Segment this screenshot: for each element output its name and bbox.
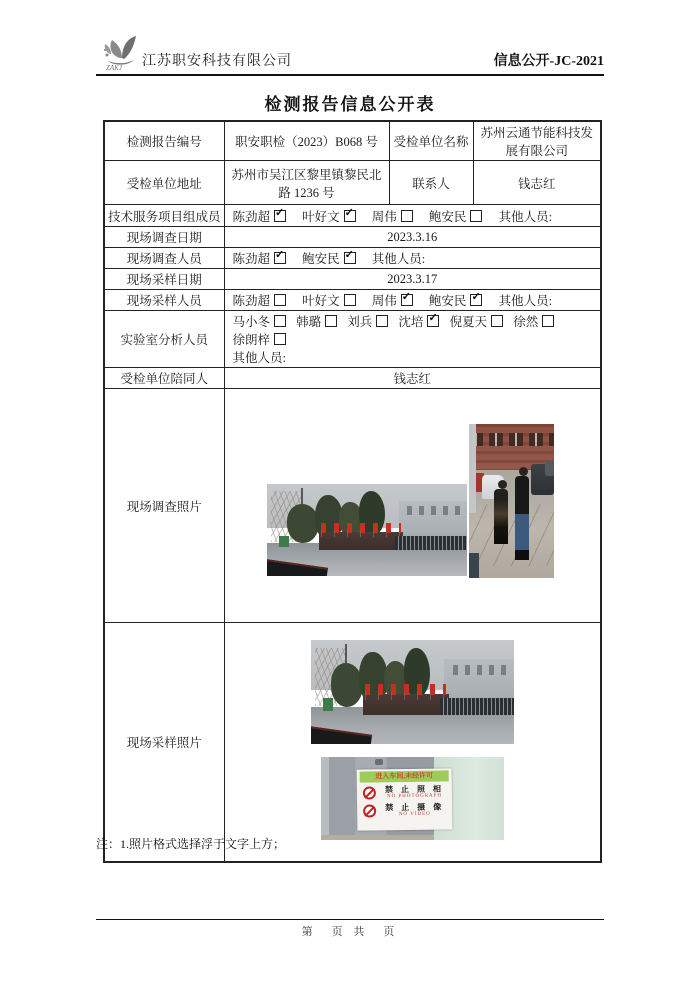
member-name: 韩璐	[296, 315, 322, 329]
team-member	[372, 210, 413, 224]
contact-label: 联系人	[389, 161, 473, 205]
lab-member	[347, 315, 388, 329]
member-name: 叶好文	[302, 209, 340, 224]
page-header	[96, 26, 604, 76]
lab-member	[398, 315, 439, 329]
no-video-zh: 禁 止 摄 像	[385, 802, 445, 812]
team-member	[302, 210, 356, 224]
footer-rule	[96, 919, 604, 920]
survey-photos-label: 现场调查照片	[104, 389, 224, 623]
doc-code: 信息公开-JC-2021	[493, 54, 604, 69]
survey-date-label: 现场调查日期	[104, 227, 224, 248]
survey-photo-gate	[267, 484, 467, 576]
member-name: 徐朗梓	[232, 333, 271, 347]
checkbox-icon	[401, 210, 413, 222]
staff-member	[302, 294, 356, 308]
photo-person-right	[515, 476, 529, 559]
member-name: 周伟	[371, 294, 397, 308]
photo-floor-strip	[321, 835, 434, 840]
table-row	[104, 269, 601, 290]
others-label: 其他人员:	[498, 209, 553, 224]
photo-flag-poles	[365, 692, 446, 700]
survey-staff-label: 现场调查人员	[104, 248, 224, 269]
member-name: 马小冬	[232, 315, 271, 329]
checkbox-icon	[274, 333, 286, 345]
team-member	[233, 210, 287, 224]
table-row	[104, 368, 601, 389]
checkbox-icon	[491, 315, 503, 327]
sampling-photos-cell	[224, 623, 601, 862]
checkbox-icon	[274, 294, 286, 306]
photo-green-bin	[323, 698, 333, 710]
photo-tree	[287, 504, 319, 543]
lab-staff-label: 实验室分析人员	[104, 311, 224, 368]
member-name: 徐然	[513, 315, 539, 329]
member-name: 叶好文	[302, 294, 340, 308]
photo-wall-strip	[469, 424, 477, 513]
checkbox-icon	[325, 315, 337, 327]
member-name: 鲍安民	[428, 209, 467, 224]
photo-building-windows	[469, 433, 554, 445]
company-logo-icon	[98, 28, 142, 72]
sign-header: 进入车间,未经许可	[360, 770, 449, 782]
sampling-photos-label: 现场采样照片	[104, 623, 224, 862]
sign-no-video-row	[360, 802, 449, 818]
table-row	[104, 121, 601, 161]
sign-no-photo-row	[360, 784, 449, 800]
unit-name-label: 受检单位名称	[389, 121, 473, 161]
sampling-photo-gate	[311, 640, 514, 744]
photo-building-windows	[453, 665, 510, 675]
logo-text: ZAKJ	[106, 64, 122, 72]
report-no-value: 职安职检（2023）B068 号	[224, 121, 389, 161]
sampling-staff-members	[224, 290, 601, 311]
lab-member	[296, 315, 337, 329]
others-label: 其他人员:	[232, 351, 286, 365]
unit-addr-value: 苏州市吴江区黎里镇黎民北路 1236 号	[224, 161, 389, 205]
table-row	[104, 290, 601, 311]
lab-member	[450, 315, 504, 329]
team-label: 技术服务项目组成员	[104, 205, 224, 227]
report-no-label: 检测报告编号	[104, 121, 224, 161]
member-name: 沈培	[398, 315, 424, 329]
escort-value: 钱志红	[224, 368, 601, 389]
checkbox-icon	[274, 315, 286, 327]
member-name: 陈劲超	[232, 294, 271, 308]
staff-member	[372, 294, 413, 308]
company-name: 江苏职安科技有限公司	[142, 54, 292, 69]
photo-flag-poles	[321, 530, 401, 537]
table-row	[104, 161, 601, 205]
photo-building-windows	[407, 506, 463, 515]
survey-date-value: 2023.3.16	[224, 227, 601, 248]
sampling-photo-sign	[321, 757, 504, 840]
checkbox-icon	[470, 210, 482, 222]
checkbox-icon	[344, 294, 356, 306]
checkbox-icon	[344, 252, 356, 264]
table-row	[104, 248, 601, 269]
checkbox-icon	[274, 252, 286, 264]
table-row	[104, 389, 601, 623]
survey-staff-members	[224, 248, 601, 269]
lab-member	[233, 333, 287, 347]
others-label: 其他人员:	[371, 252, 426, 266]
unit-name-value: 苏州云通节能科技发展有限公司	[473, 121, 601, 161]
team-members	[224, 205, 601, 227]
others-label: 其他人员:	[498, 294, 553, 308]
no-photography-icon	[363, 786, 376, 799]
checkbox-icon	[470, 294, 482, 306]
prohibition-sign	[357, 768, 453, 831]
staff-member	[429, 294, 483, 308]
lab-member	[513, 315, 554, 329]
photo-person-left	[494, 489, 508, 544]
page-number: 第 页 共 页	[301, 926, 399, 938]
no-photo-zh: 禁 止 照 相	[384, 784, 445, 794]
sampling-date-label: 现场采样日期	[104, 269, 224, 290]
photo-green-bin	[279, 536, 289, 547]
member-name: 陈劲超	[232, 209, 271, 224]
team-member	[429, 210, 483, 224]
table-row	[104, 227, 601, 248]
page-title: 检测报告信息公开表	[264, 95, 436, 114]
checkbox-icon	[542, 315, 554, 327]
table-row	[104, 311, 601, 368]
photo-van	[545, 461, 554, 476]
staff-member	[233, 252, 287, 266]
member-name: 刘兵	[347, 315, 373, 329]
contact-value: 钱志红	[473, 161, 601, 205]
sampling-staff-label: 现场采样人员	[104, 290, 224, 311]
member-name: 倪夏天	[449, 315, 488, 329]
no-video-en: NO VIDEO	[398, 811, 431, 817]
no-photo-en: NO PHOTOGRAPH	[387, 793, 443, 799]
report-info-table	[103, 120, 602, 863]
sign-text	[380, 802, 449, 818]
sampling-date-value: 2023.3.17	[224, 269, 601, 290]
checkbox-icon	[344, 210, 356, 222]
photo-door-hinge	[375, 759, 382, 766]
staff-member	[233, 294, 287, 308]
survey-photo-people	[469, 424, 554, 578]
photo-fence	[440, 698, 513, 715]
photo-corner-object	[469, 553, 479, 578]
checkbox-icon	[376, 315, 388, 327]
member-name: 陈劲超	[232, 252, 271, 266]
unit-addr-label: 受检单位地址	[104, 161, 224, 205]
no-video-icon	[363, 804, 376, 817]
member-name: 鲍安民	[428, 294, 467, 308]
escort-label: 受检单位陪同人	[104, 368, 224, 389]
checkbox-icon	[401, 294, 413, 306]
member-name: 周伟	[371, 209, 397, 224]
member-name: 鲍安民	[302, 252, 340, 266]
table-row	[104, 205, 601, 227]
lab-member	[233, 315, 287, 329]
photo-pavement-seams	[469, 504, 554, 566]
staff-member	[302, 252, 356, 266]
photo-fence	[395, 536, 467, 551]
checkbox-icon	[427, 315, 439, 327]
footnote: 注：1.照片格式选择浮于文字上方；	[96, 837, 286, 851]
survey-photos-cell	[224, 389, 601, 623]
lab-staff-members	[224, 311, 601, 368]
sign-text	[380, 784, 449, 800]
checkbox-icon	[274, 210, 286, 222]
table-row	[104, 623, 601, 862]
